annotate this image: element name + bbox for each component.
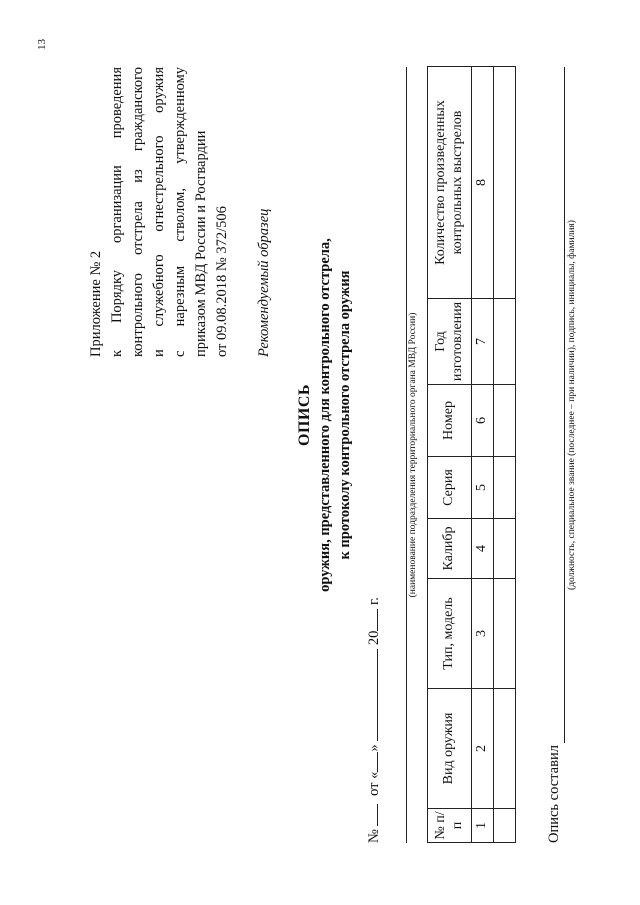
- document-subtitle-2: к протоколу контрольного отстрела оружия: [337, 270, 353, 560]
- numbering-cell: 6: [472, 385, 494, 457]
- numbering-cell: 5: [472, 457, 494, 519]
- number-sign: №: [366, 829, 382, 843]
- numbering-cell: 8: [472, 67, 494, 299]
- numbering-cell: 4: [472, 519, 494, 579]
- numbering-cell: 7: [472, 299, 494, 385]
- empty-cell[interactable]: [494, 67, 516, 299]
- appendix-block: [86, 67, 233, 357]
- numbering-cell: 2: [472, 689, 494, 809]
- header-cell: Вид оружия: [428, 689, 472, 809]
- empty-cell[interactable]: [494, 809, 516, 843]
- empty-cell[interactable]: [494, 689, 516, 809]
- appendix-line-6: от 09.08.2018 № 372/506: [214, 206, 230, 357]
- empty-cell[interactable]: [494, 299, 516, 385]
- unit-name-line[interactable]: [406, 67, 407, 843]
- compiled-by-label: Опись составил: [546, 745, 562, 843]
- empty-cell[interactable]: [494, 457, 516, 519]
- number-blank[interactable]: [363, 804, 378, 826]
- document-subtitle-1: оружия, представленного для контрольного отстрела,: [317, 238, 333, 592]
- table-numbering-row: [472, 67, 494, 843]
- weapons-table: [427, 66, 516, 843]
- compiled-by-caption: (должность, специальное звание (последнее – при наличии), подпись, инициалы, фамилия): [567, 220, 577, 590]
- year-suffix: г.: [366, 597, 382, 605]
- page-number: 13: [36, 39, 48, 50]
- appendix-line-3: и служебного огнестрельного оружия: [151, 67, 167, 357]
- table-header-row: [428, 67, 472, 843]
- recommended-sample: Рекомендуемый образец: [256, 208, 272, 357]
- header-cell: Год изготовления: [428, 299, 472, 385]
- number-date-line: [363, 597, 383, 843]
- year-blank[interactable]: [363, 609, 378, 631]
- day-blank[interactable]: [363, 752, 378, 772]
- unit-name-caption: (наименование подразделения территориального органа МВД России): [408, 312, 418, 598]
- numbering-cell: 1: [472, 809, 494, 843]
- empty-cell[interactable]: [494, 385, 516, 457]
- quote-close: »: [366, 744, 382, 752]
- header-cell: Тип, модель: [428, 579, 472, 689]
- header-cell: № п/п: [428, 809, 472, 843]
- document-title: ОПИСЬ: [296, 384, 313, 446]
- appendix-line-5: приказом МВД России и Росгвардии: [193, 130, 209, 357]
- numbering-cell: 3: [472, 579, 494, 689]
- empty-cell[interactable]: [494, 579, 516, 689]
- header-cell: Калибр: [428, 519, 472, 579]
- header-cell: Номер: [428, 385, 472, 457]
- header-cell: Серия: [428, 457, 472, 519]
- month-blank[interactable]: [363, 649, 378, 741]
- appendix-line-4: с нарезным стволом, утвержденному: [172, 67, 188, 357]
- appendix-line-2: контрольного отстрела из гражданского: [130, 67, 146, 357]
- compiled-by-line[interactable]: [564, 67, 565, 743]
- header-cell: Количество произведенных контрольных выстрелов: [428, 67, 472, 299]
- table-empty-row[interactable]: [494, 67, 516, 843]
- appendix-line-1: к Порядку организации проведения: [109, 67, 125, 357]
- appendix-title: Приложение № 2: [88, 250, 104, 357]
- date-from: от «: [366, 771, 382, 796]
- year-prefix: 20: [366, 630, 382, 646]
- empty-cell[interactable]: [494, 519, 516, 579]
